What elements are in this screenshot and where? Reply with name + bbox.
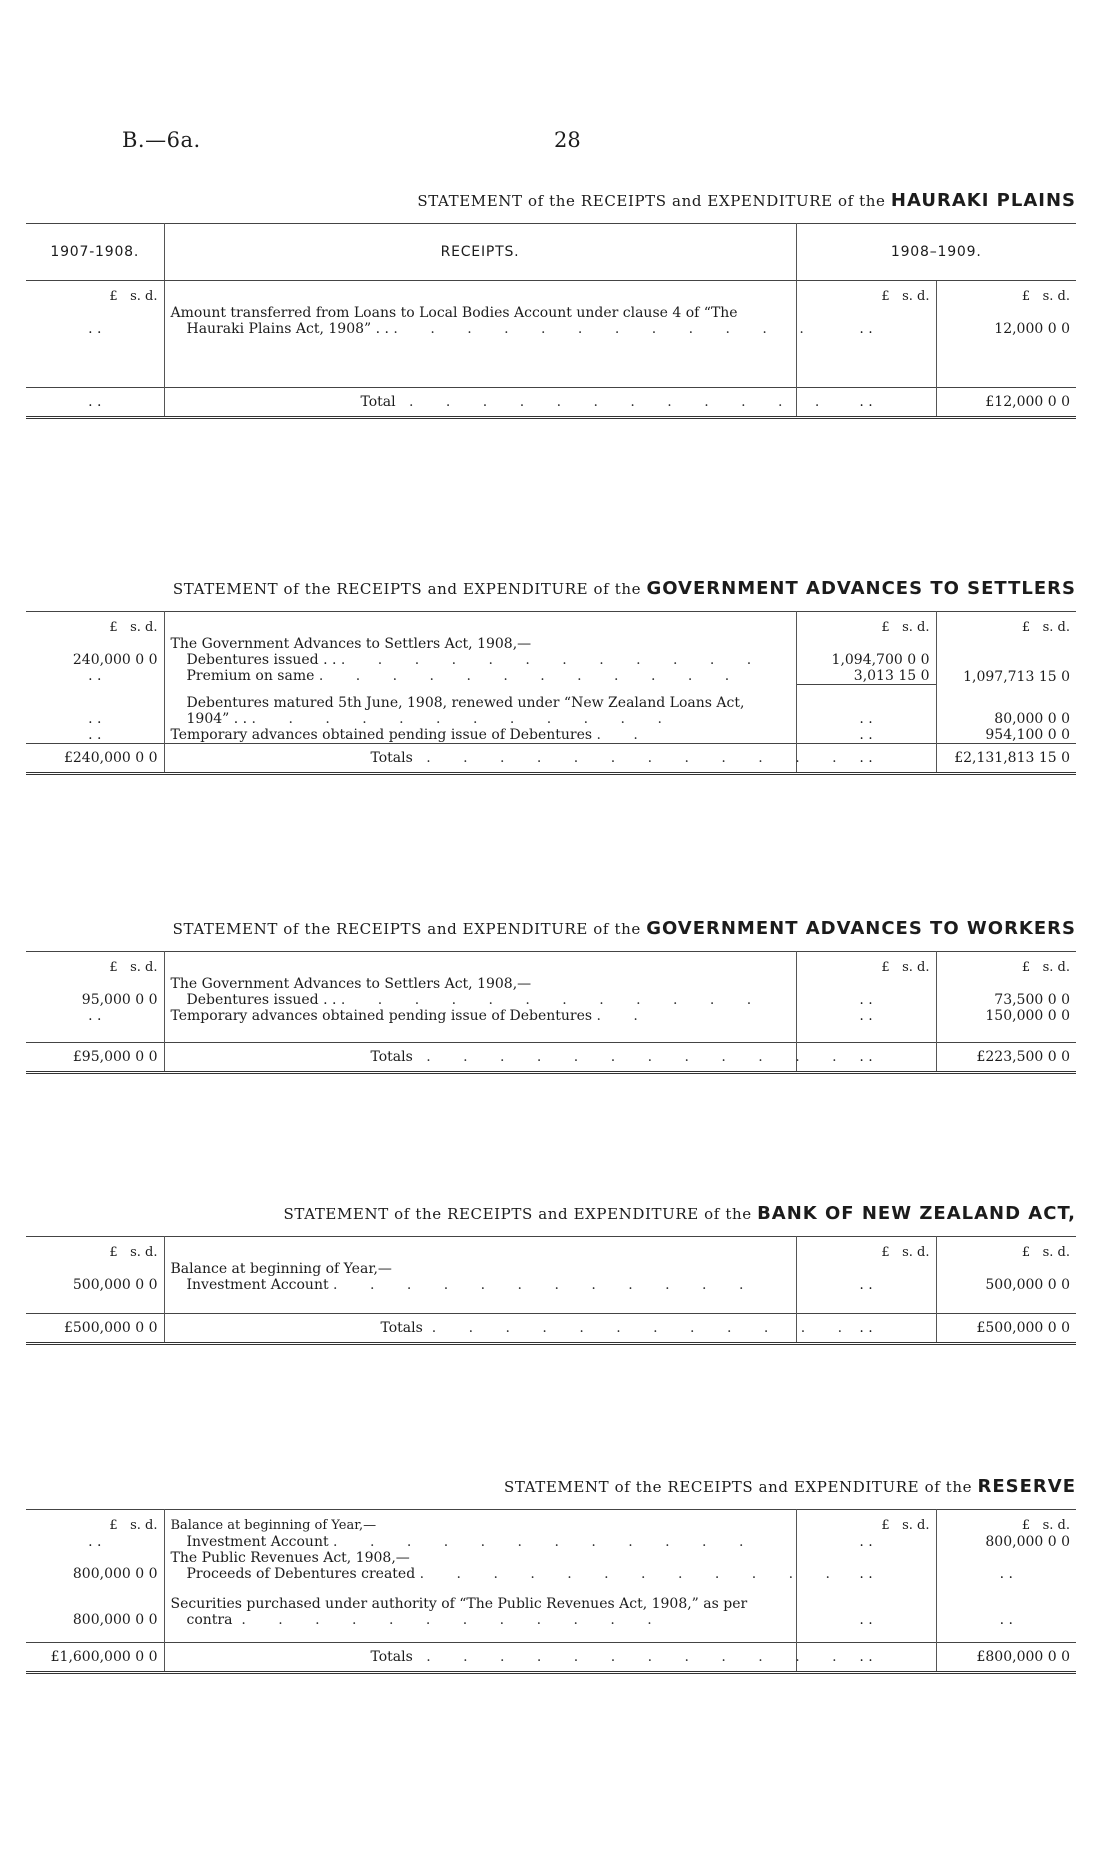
line-left: . . [26,711,164,727]
total-sub: . . [796,1043,936,1073]
total-amount: £12,000 0 0 [936,388,1076,418]
statement-title-bold: BANK OF NEW ZEALAND ACT, [757,1203,1076,1224]
total-label: Totals [370,1049,413,1065]
total-amount: £2,131,813 15 0 [936,743,1076,773]
line-text: Hauraki Plains Act, 1908” . . [186,321,389,337]
line-sub: . . [796,727,936,744]
line-row [26,305,1076,321]
line-text: Proceeds of Debentures created [186,1566,416,1582]
line-row [26,636,1076,652]
statement-table [26,223,1076,419]
statement-title-bold: GOVERNMENT ADVANCES TO WORKERS [646,918,1076,939]
statement-title-bold: HAURAKI PLAINS [890,190,1076,211]
units-row: £ s. d. £ s. d. £ s. d. [26,612,1076,637]
units-row: £ s. d. £ s. d. £ s. d. [26,1237,1076,1262]
total-left: . . [26,388,164,418]
total-label: Totals [370,749,413,766]
statement-title-bold: RESERVE [977,1476,1076,1497]
line-row [26,976,1076,992]
total-row: £240,000 0 0 Totals . . . . . . . . . . . . . . £2,131,813 15 0 [26,743,1076,773]
total-row: . . Total . . . . . . . . . . . . . . £12,000 0 0 [26,388,1076,418]
statement-title-bold: GOVERNMENT ADVANCES TO SETTLERS [646,578,1076,599]
total-label: Totals [380,1320,423,1336]
total-amount: £223,500 0 0 [936,1043,1076,1073]
line-sub: . . [796,711,936,727]
line-text: Debentures issued . . [186,992,337,1008]
header-row [26,224,1076,281]
line-row: 500,000 0 0 Investment Account . . . . . . . . . . . . . . 500,000 0 0 [26,1277,1076,1293]
line-sub: 3,013 15 0 [796,668,936,685]
line-text: 1904” . . [186,710,248,727]
line-amount: 73,500 0 0 [994,992,1070,1008]
statement-advances-settlers [26,578,1076,775]
total-row: £500,000 0 0 Totals . . . . . . . . . . . . . . £500,000 0 0 [26,1314,1076,1344]
header-1907: 1907-1908. [26,224,164,281]
line-amount: 150,000 0 0 [985,1008,1070,1024]
line-text: Temporary advances obtained pending issue of Debentures [170,726,593,743]
line-text: Balance at beginning of Year,— [164,1510,796,1535]
line-text: contra [186,1612,233,1628]
total-amount: £800,000 0 0 [936,1643,1076,1673]
line-sub: . . [796,992,936,1008]
statement-hauraki-plains [26,190,1076,419]
line-row: . . Temporary advances obtained pending issue of Debentures . . . . 150,000 0 0 [26,1008,1076,1024]
statement-title: STATEMENT of the RECEIPTS and EXPENDITURE of the BANK OF NEW ZEALAND ACT, [283,1203,1076,1224]
line-row: . . Hauraki Plains Act, 1908” . . . . . . . . . . . . . . . . 12,000 0 0 [26,321,1076,337]
line-text: Debentures issued . . [186,652,337,668]
line-row [26,1582,1076,1612]
line-amount: . . [999,1612,1013,1628]
units-row: £ s. d. £ s. d. £ s. d. [26,281,1076,306]
line-left: 800,000 0 0 [26,1612,164,1628]
total-row: £1,600,000 0 0 Totals . . . . . . . . . . . . . . £800,000 0 0 [26,1643,1076,1673]
total-left: £240,000 0 0 [26,743,164,773]
line-text: Securities purchased under authority of “The Public Revenues Act, 1908,” as per [164,1582,796,1612]
statement-reserve [26,1476,1076,1674]
line-row: . . Temporary advances obtained pending issue of Debentures . . . . 954,100 0 0 [26,727,1076,744]
header-1908: 1908–1909. [796,224,1076,281]
line-amount: 954,100 0 0 [985,726,1070,743]
total-sub: . . [796,743,936,773]
statement-title: STATEMENT of the RECEIPTS and EXPENDITURE of the RESERVE [503,1476,1076,1497]
line-left: . . [26,668,164,685]
statement-table [26,1509,1076,1674]
line-text: Premium on same [186,668,315,684]
line-row: . . Investment Account . . . . . . . . . . . . . . 800,000 0 0 [26,1534,1076,1550]
total-amount: £500,000 0 0 [936,1314,1076,1344]
line-sub: . . [796,1534,936,1550]
line-amount: 80,000 0 0 [994,710,1070,727]
total-label: Total [360,394,396,410]
page-code: B.—6a. [122,128,201,152]
statement-table [26,1236,1076,1345]
units-row: £ s. d. £ s. d. £ s. d. [26,952,1076,977]
line-text: Amount transferred from Loans to Local Bodies Account under clause 4 of “The [164,305,796,321]
total-sub: . . [796,1314,936,1344]
total-sub: . . [796,388,936,418]
line-left: 800,000 0 0 [26,1566,164,1582]
line-row [26,1550,1076,1566]
line-sub: . . [796,1008,936,1024]
line-amount: 12,000 0 0 [994,321,1070,337]
line-sub: 1,094,700 0 0 [796,652,936,668]
line-row: 240,000 0 0 Debentures issued . . . . . . . . . . . . . . 1,094,700 0 0 [26,652,1076,668]
line-row [26,685,1076,711]
line-amount: 800,000 0 0 [985,1534,1070,1550]
statement-table [26,951,1076,1074]
line-left: 240,000 0 0 [26,652,164,668]
statement-title: STATEMENT of the RECEIPTS and EXPENDITURE of the GOVERNMENT ADVANCES TO SETTLERS [172,578,1076,599]
line-text: Investment Account [186,1534,329,1550]
page-header [122,128,1022,158]
line-left: . . [26,321,164,337]
line-text: The Government Advances to Settlers Act, 1908,— [164,636,796,652]
line-left: . . [26,727,164,744]
line-row: 800,000 0 0 contra . . . . . . . . . . . . . . . . [26,1612,1076,1628]
line-sub: . . [796,1277,936,1293]
line-left: 500,000 0 0 [26,1277,164,1293]
total-sub: . . [796,1643,936,1673]
total-row: £95,000 0 0 Totals . . . . . . . . . . . . . . £223,500 0 0 [26,1043,1076,1073]
total-left: £500,000 0 0 [26,1314,164,1344]
line-text: Balance at beginning of Year,— [164,1261,796,1277]
line-amount: 1,097,713 15 0 [963,668,1070,685]
statement-advances-workers [26,918,1076,1074]
line-left: 95,000 0 0 [26,992,164,1008]
line-sub: . . [796,321,936,337]
page-number: 28 [554,128,581,152]
line-text: Investment Account [186,1277,329,1293]
line-text: Debentures matured 5th June, 1908, renewed under “New Zealand Loans Act, [186,694,745,711]
statement-bank-nz-act [26,1203,1076,1345]
line-left: . . [26,1534,164,1550]
line-row [26,1261,1076,1277]
line-text: The Government Advances to Settlers Act, 1908,— [164,976,796,992]
line-row: . . 1904” . . . . . . . . . . . . . . . . 80,000 0 0 [26,711,1076,727]
statement-table [26,611,1076,775]
line-left: . . [26,1008,164,1024]
line-row: 800,000 0 0 Proceeds of Debentures created . . . . . . . . . . . . . . . . [26,1566,1076,1582]
statement-title: STATEMENT of the RECEIPTS and EXPENDITURE of the HAURAKI PLAINS [417,190,1076,211]
statement-title: STATEMENT of the RECEIPTS and EXPENDITURE of the GOVERNMENT ADVANCES TO WORKERS [172,918,1076,939]
line-text: Temporary advances obtained pending issue of Debentures [170,1008,593,1024]
line-text: The Public Revenues Act, 1908,— [164,1550,796,1566]
units-row: £ s. d. Balance at beginning of Year,— £ s. d. £ s. d. [26,1510,1076,1535]
line-row: . . Premium on same . . . . . . . . . . . . 3,013 15 0 1,097,713 15 0 [26,668,1076,685]
line-sub: . . [796,1612,936,1628]
line-amount: . . [999,1566,1013,1582]
line-row: 95,000 0 0 Debentures issued . . . . . . . . . . . . . . . . 73,500 0 0 [26,992,1076,1008]
total-label: Totals [370,1649,413,1665]
line-amount: 500,000 0 0 [985,1277,1070,1293]
total-left: £1,600,000 0 0 [26,1643,164,1673]
header-receipts: RECEIPTS. [164,224,796,281]
total-left: £95,000 0 0 [26,1043,164,1073]
line-sub: . . [796,1566,936,1582]
